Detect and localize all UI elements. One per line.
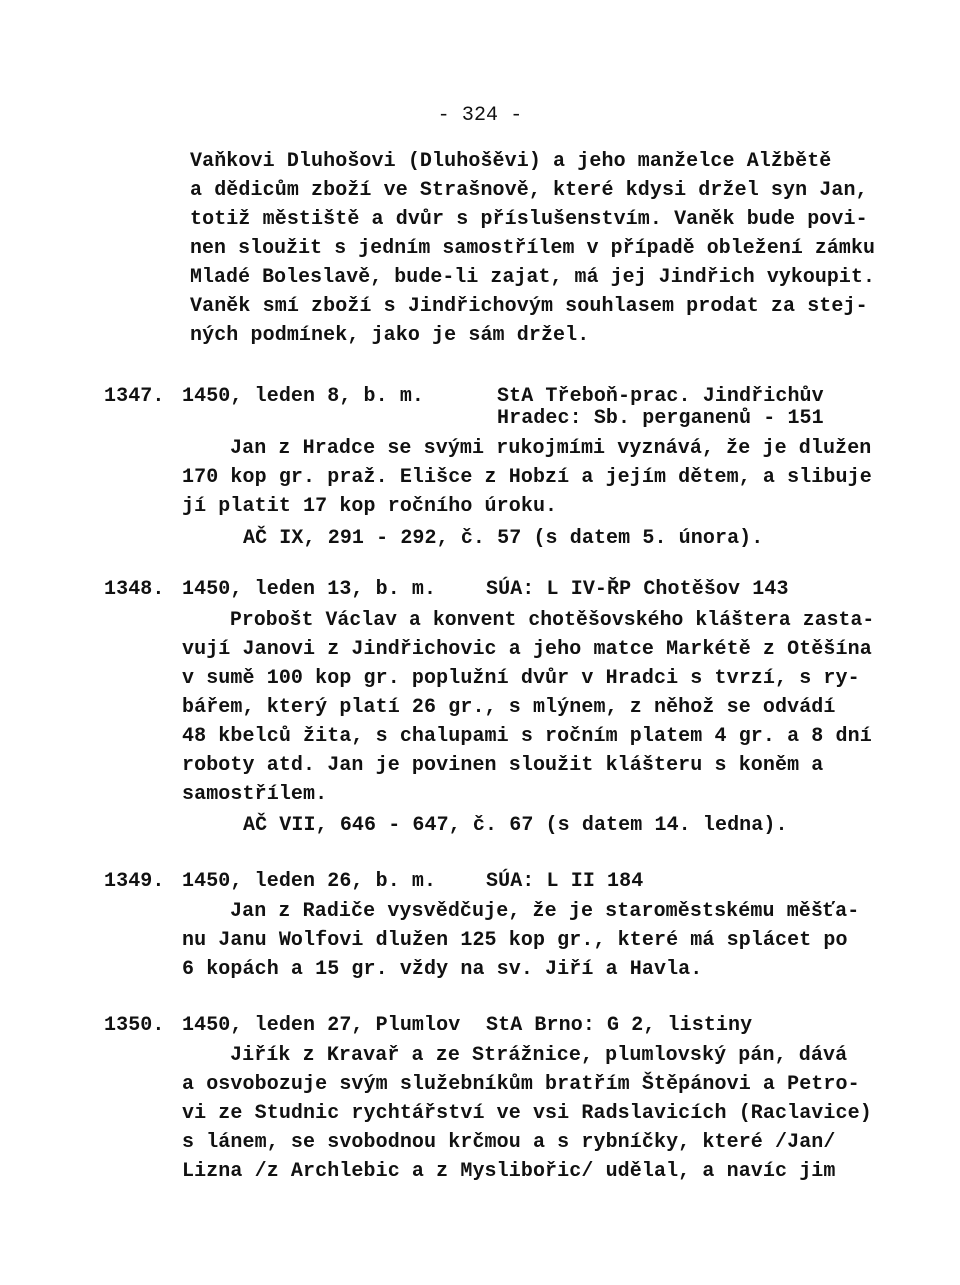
text-line: roboty atd. Jan je povinen sloužit klášteru s koněm a xyxy=(182,754,824,777)
text-line: nu Janu Wolfovi dlužen 125 kop gr., které má splácet po xyxy=(182,929,848,952)
text-line: Lizna /z Archlebic a z Myslibořic/ udělal, a navíc jim xyxy=(182,1160,836,1183)
entry-reference: AČ VII, 646 - 647, č. 67 (s datem 14. ledna). xyxy=(243,814,788,837)
text-line: s lánem, se svobodnou krčmou a s rybníčky, které /Jan/ xyxy=(182,1131,836,1154)
text-line: vují Janovi z Jindřichovic a jeho matce Markétě z Otěšína xyxy=(182,638,872,661)
text-line: vi ze Studnic rychtářství ve vsi Radslavicích (Raclavice) xyxy=(182,1102,872,1125)
text-line: ných podmínek, jako je sám držel. xyxy=(190,324,590,347)
text-line: Vaňkovi Dluhošovi (Dluhošěvi) a jeho manželce Alžbětě xyxy=(190,150,832,173)
text-line: bářem, který platí 26 gr., s mlýnem, z něhož se odvádí xyxy=(182,696,836,719)
entry-source: StA Brno: G 2, listiny xyxy=(486,1014,753,1037)
text-line: Jan z Hradce se svými rukojmími vyznává, že je dlužen xyxy=(230,437,872,460)
text-line: 170 kop gr. praž. Elišce z Hobzí a jejím dětem, a slibuje xyxy=(182,466,872,489)
text-line: Jan z Radiče vysvědčuje, že je staroměstskému měšťa- xyxy=(230,900,860,923)
entry-source: SÚA: L II 184 xyxy=(486,870,644,893)
text-line: Probošt Václav a konvent chotěšovského kláštera zasta- xyxy=(230,609,875,632)
entry-source: Hradec: Sb. perganenů - 151 xyxy=(497,407,824,430)
entry-reference: AČ IX, 291 - 292, č. 57 (s datem 5. února). xyxy=(243,527,764,550)
text-line: totiž městiště a dvůr s příslušenstvím. Vaněk bude povi- xyxy=(190,208,868,231)
entry-number: 1350. xyxy=(104,1014,165,1037)
entry-number: 1348. xyxy=(104,578,165,601)
text-line: jí platit 17 kop ročního úroku. xyxy=(182,495,558,518)
text-line: Vaněk smí zboží s Jindřichovým souhlasem prodat za stej- xyxy=(190,295,868,318)
text-line: Mladé Boleslavě, bude-li zajat, má jej Jindřich vykoupit. xyxy=(190,266,875,289)
entry-date: 1450, leden 8, b. m. xyxy=(182,385,425,408)
entry-number: 1349. xyxy=(104,870,165,893)
text-line: Jiřík z Kravař a ze Strážnice, plumlovský pán, dává xyxy=(230,1044,848,1067)
entry-date: 1450, leden 27, Plumlov xyxy=(182,1014,461,1037)
text-line: a osvobozuje svým služebníkům bratřím Štěpánovi a Petro- xyxy=(182,1073,860,1096)
text-line: a dědicům zboží ve Strašnově, které kdysi držel syn Jan, xyxy=(190,179,868,202)
entry-date: 1450, leden 26, b. m. xyxy=(182,870,437,893)
entry-source: SÚA: L IV-ŘP Chotěšov 143 xyxy=(486,578,789,601)
entry-date: 1450, leden 13, b. m. xyxy=(182,578,437,601)
text-line: samostřílem. xyxy=(182,783,328,806)
entry-source: StA Třeboň-prac. Jindřichův xyxy=(497,385,824,408)
text-line: v sumě 100 kop gr. poplužní dvůr v Hradci s tvrzí, s ry- xyxy=(182,667,860,690)
text-line: 48 kbelců žita, s chalupami s ročním platem 4 gr. a 8 dní xyxy=(182,725,872,748)
text-line: 6 kopách a 15 gr. vždy na sv. Jiří a Havla. xyxy=(182,958,703,981)
text-line: nen sloužit s jedním samostřílem v případě obležení zámku xyxy=(190,237,875,260)
entry-number: 1347. xyxy=(104,385,165,408)
page-number: - 324 - xyxy=(437,104,523,127)
